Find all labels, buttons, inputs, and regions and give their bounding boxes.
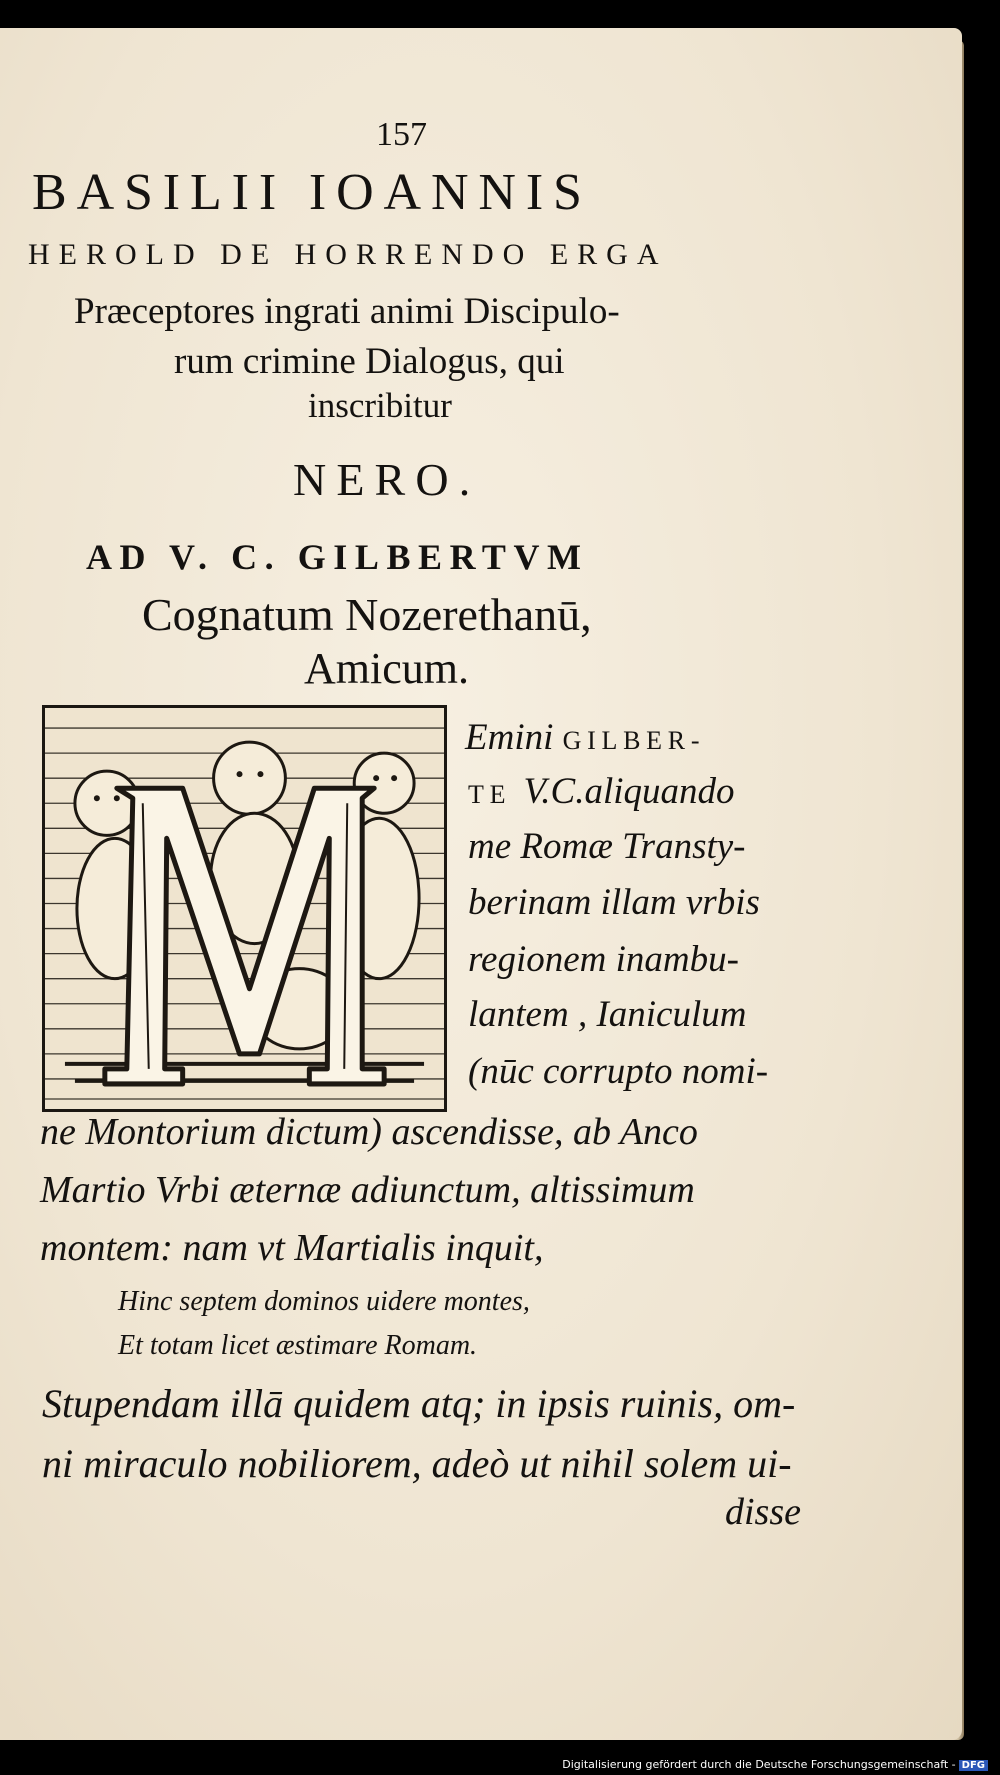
body-line-11: Stupendam illā quidem atq; in ipsis ruinis, om-	[42, 1381, 796, 1426]
dedication-line-1: AD V. C. GILBERTVM	[86, 537, 589, 577]
title-line-1: BASILII IOANNIS	[32, 164, 592, 221]
quote-line-1: Hinc septem dominos uidere montes,	[118, 1286, 530, 1317]
body-line-4: berinam illam vrbis	[468, 882, 760, 923]
woodcut-initial-m-icon	[42, 705, 447, 1112]
body-line-7: (nūc corrupto nomi-	[468, 1051, 769, 1092]
dedication-line-2: Cognatum Nozerethanū,	[142, 589, 592, 640]
body-line-12: ni miraculo nobiliorem, adeò ut nihil solem ui-	[42, 1441, 792, 1486]
dedication-line-3: Amicum.	[304, 644, 469, 693]
title-line-4: rum crimine Dialogus, qui	[174, 341, 565, 382]
title-line-5: inscribitur	[308, 386, 452, 425]
body-line-2: TE V.C.aliquando	[468, 771, 735, 812]
body-line-6: lantem , Ianiculum	[468, 994, 747, 1035]
dfg-logo-icon: DFG	[959, 1760, 988, 1771]
work-title-nero: NERO.	[293, 454, 481, 505]
body-line-5: regionem inambu-	[468, 939, 739, 980]
credit-text: Digitalisierung gefördert durch die Deutsche Forschungsgemeinschaft -	[562, 1758, 956, 1771]
digitization-credit	[562, 1758, 988, 1771]
body-line-3: me Romæ Transty-	[468, 826, 746, 867]
body-line-8: ne Montorium dictum) ascendisse, ab Anco	[40, 1111, 698, 1153]
quote-line-2: Et totam licet æstimare Romam.	[118, 1330, 478, 1361]
catchword: disse	[725, 1491, 801, 1533]
body-line-9: Martio Vrbi æternæ adiunctum, altissimum	[40, 1169, 695, 1211]
title-line-2: HEROLD DE HORRENDO ERGA	[28, 238, 668, 271]
page-number: 157	[376, 116, 427, 153]
title-line-3: Præceptores ingrati animi Discipulo-	[74, 291, 620, 332]
body-line-10: montem: nam vt Martialis inquit,	[40, 1227, 544, 1269]
body-line-1: Emini GILBER-	[465, 717, 706, 758]
book-page	[0, 28, 962, 1740]
